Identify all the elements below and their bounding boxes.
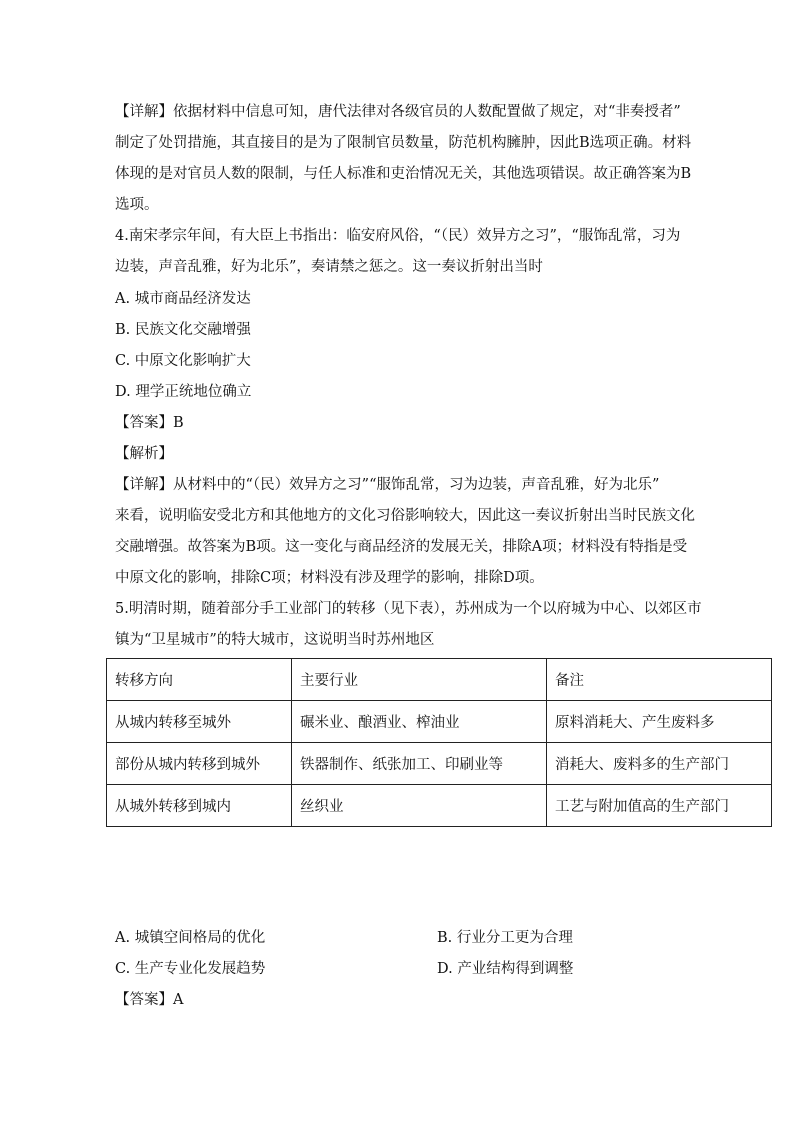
q5-option-d: D. 产业结构得到调整: [437, 961, 574, 977]
table-cell: 消耗大、废料多的生产部门: [547, 743, 772, 785]
table-cell: 碾米业、酿酒业、榨油业: [292, 701, 547, 743]
q5-option-a: A. 城镇空间格局的优化: [115, 930, 266, 946]
q3-explain-line: 体现的是对官员人数的限制，与任人标准和吏治情况无关，其他选项错误。故正确答案为B: [115, 166, 692, 182]
table-cell: 丝织业: [292, 785, 547, 827]
q4-option-c: C. 中原文化影响扩大: [115, 353, 251, 369]
q4-answer: 【答案】B: [115, 415, 184, 431]
table-cell: 原料消耗大、产生废料多: [547, 701, 772, 743]
q4-analysis-title: 【解析】: [115, 446, 173, 462]
table-row: [107, 701, 772, 743]
q5-stem-line: 5.明清时期，随着部分手工业部门的转移（见下表），苏州成为一个以府城为中心、以郊区市: [115, 601, 702, 617]
q4-explain-line: 交融增强。故答案为B项。这一变化与商品经济的发展无关，排除A项；材料没有特指是受: [115, 539, 688, 555]
q4-option-d: D. 理学正统地位确立: [115, 384, 252, 400]
table-header-cell: 主要行业: [292, 659, 547, 701]
q4-option-b: B. 民族文化交融增强: [115, 322, 251, 338]
table-cell: 部份从城内转移到城外: [107, 743, 292, 785]
q4-explain-line: 来看，说明临安受北方和其他地方的文化习俗影响较大，因此这一奏议折射出当时民族文化: [115, 508, 695, 524]
q4-explain-line: 【详解】从材料中的“（民）效异方之习”“服饰乱常，习为边装，声音乱雅，好为北乐”: [115, 477, 660, 493]
table-header-cell: 转移方向: [107, 659, 292, 701]
table-header-row: [107, 659, 772, 701]
q4-option-a: A. 城市商品经济发达: [115, 291, 251, 307]
table-cell: 铁器制作、纸张加工、印刷业等: [292, 743, 547, 785]
q5-option-b: B. 行业分工更为合理: [437, 930, 573, 946]
q5-answer: 【答案】A: [115, 992, 184, 1008]
table-cell: 工艺与附加值高的生产部门: [547, 785, 772, 827]
q3-explain-line: 【详解】依据材料中信息可知，唐代法律对各级官员的人数配置做了规定，对“非奏授者”: [115, 104, 681, 120]
q4-stem-line: 4.南宋孝宗年间，有大臣上书指出：临安府风俗，“（民）效异方之习”，“服饰乱常，习为: [115, 228, 681, 244]
q4-stem-line: 边装，声音乱雅，好为北乐”，奏请禁之惩之。这一奏议折射出当时: [115, 259, 543, 275]
q5-option-c: C. 生产专业化发展趋势: [115, 961, 266, 977]
q3-explain-line: 选项。: [115, 197, 159, 213]
q5-stem-line: 镇为“卫星城市”的特大城市，这说明当时苏州地区: [115, 632, 435, 648]
q5-table: [106, 658, 772, 827]
table-header-cell: 备注: [547, 659, 772, 701]
table-cell: 从城外转移到城内: [107, 785, 292, 827]
table-row: [107, 743, 772, 785]
table-row: [107, 785, 772, 827]
q3-explain-line: 制定了处罚措施，其直接目的是为了限制官员数量，防范机构臃肿，因此B选项正确。材料: [115, 135, 692, 151]
q4-explain-line: 中原文化的影响，排除C项；材料没有涉及理学的影响，排除D项。: [115, 570, 544, 586]
table-cell: 从城内转移至城外: [107, 701, 292, 743]
